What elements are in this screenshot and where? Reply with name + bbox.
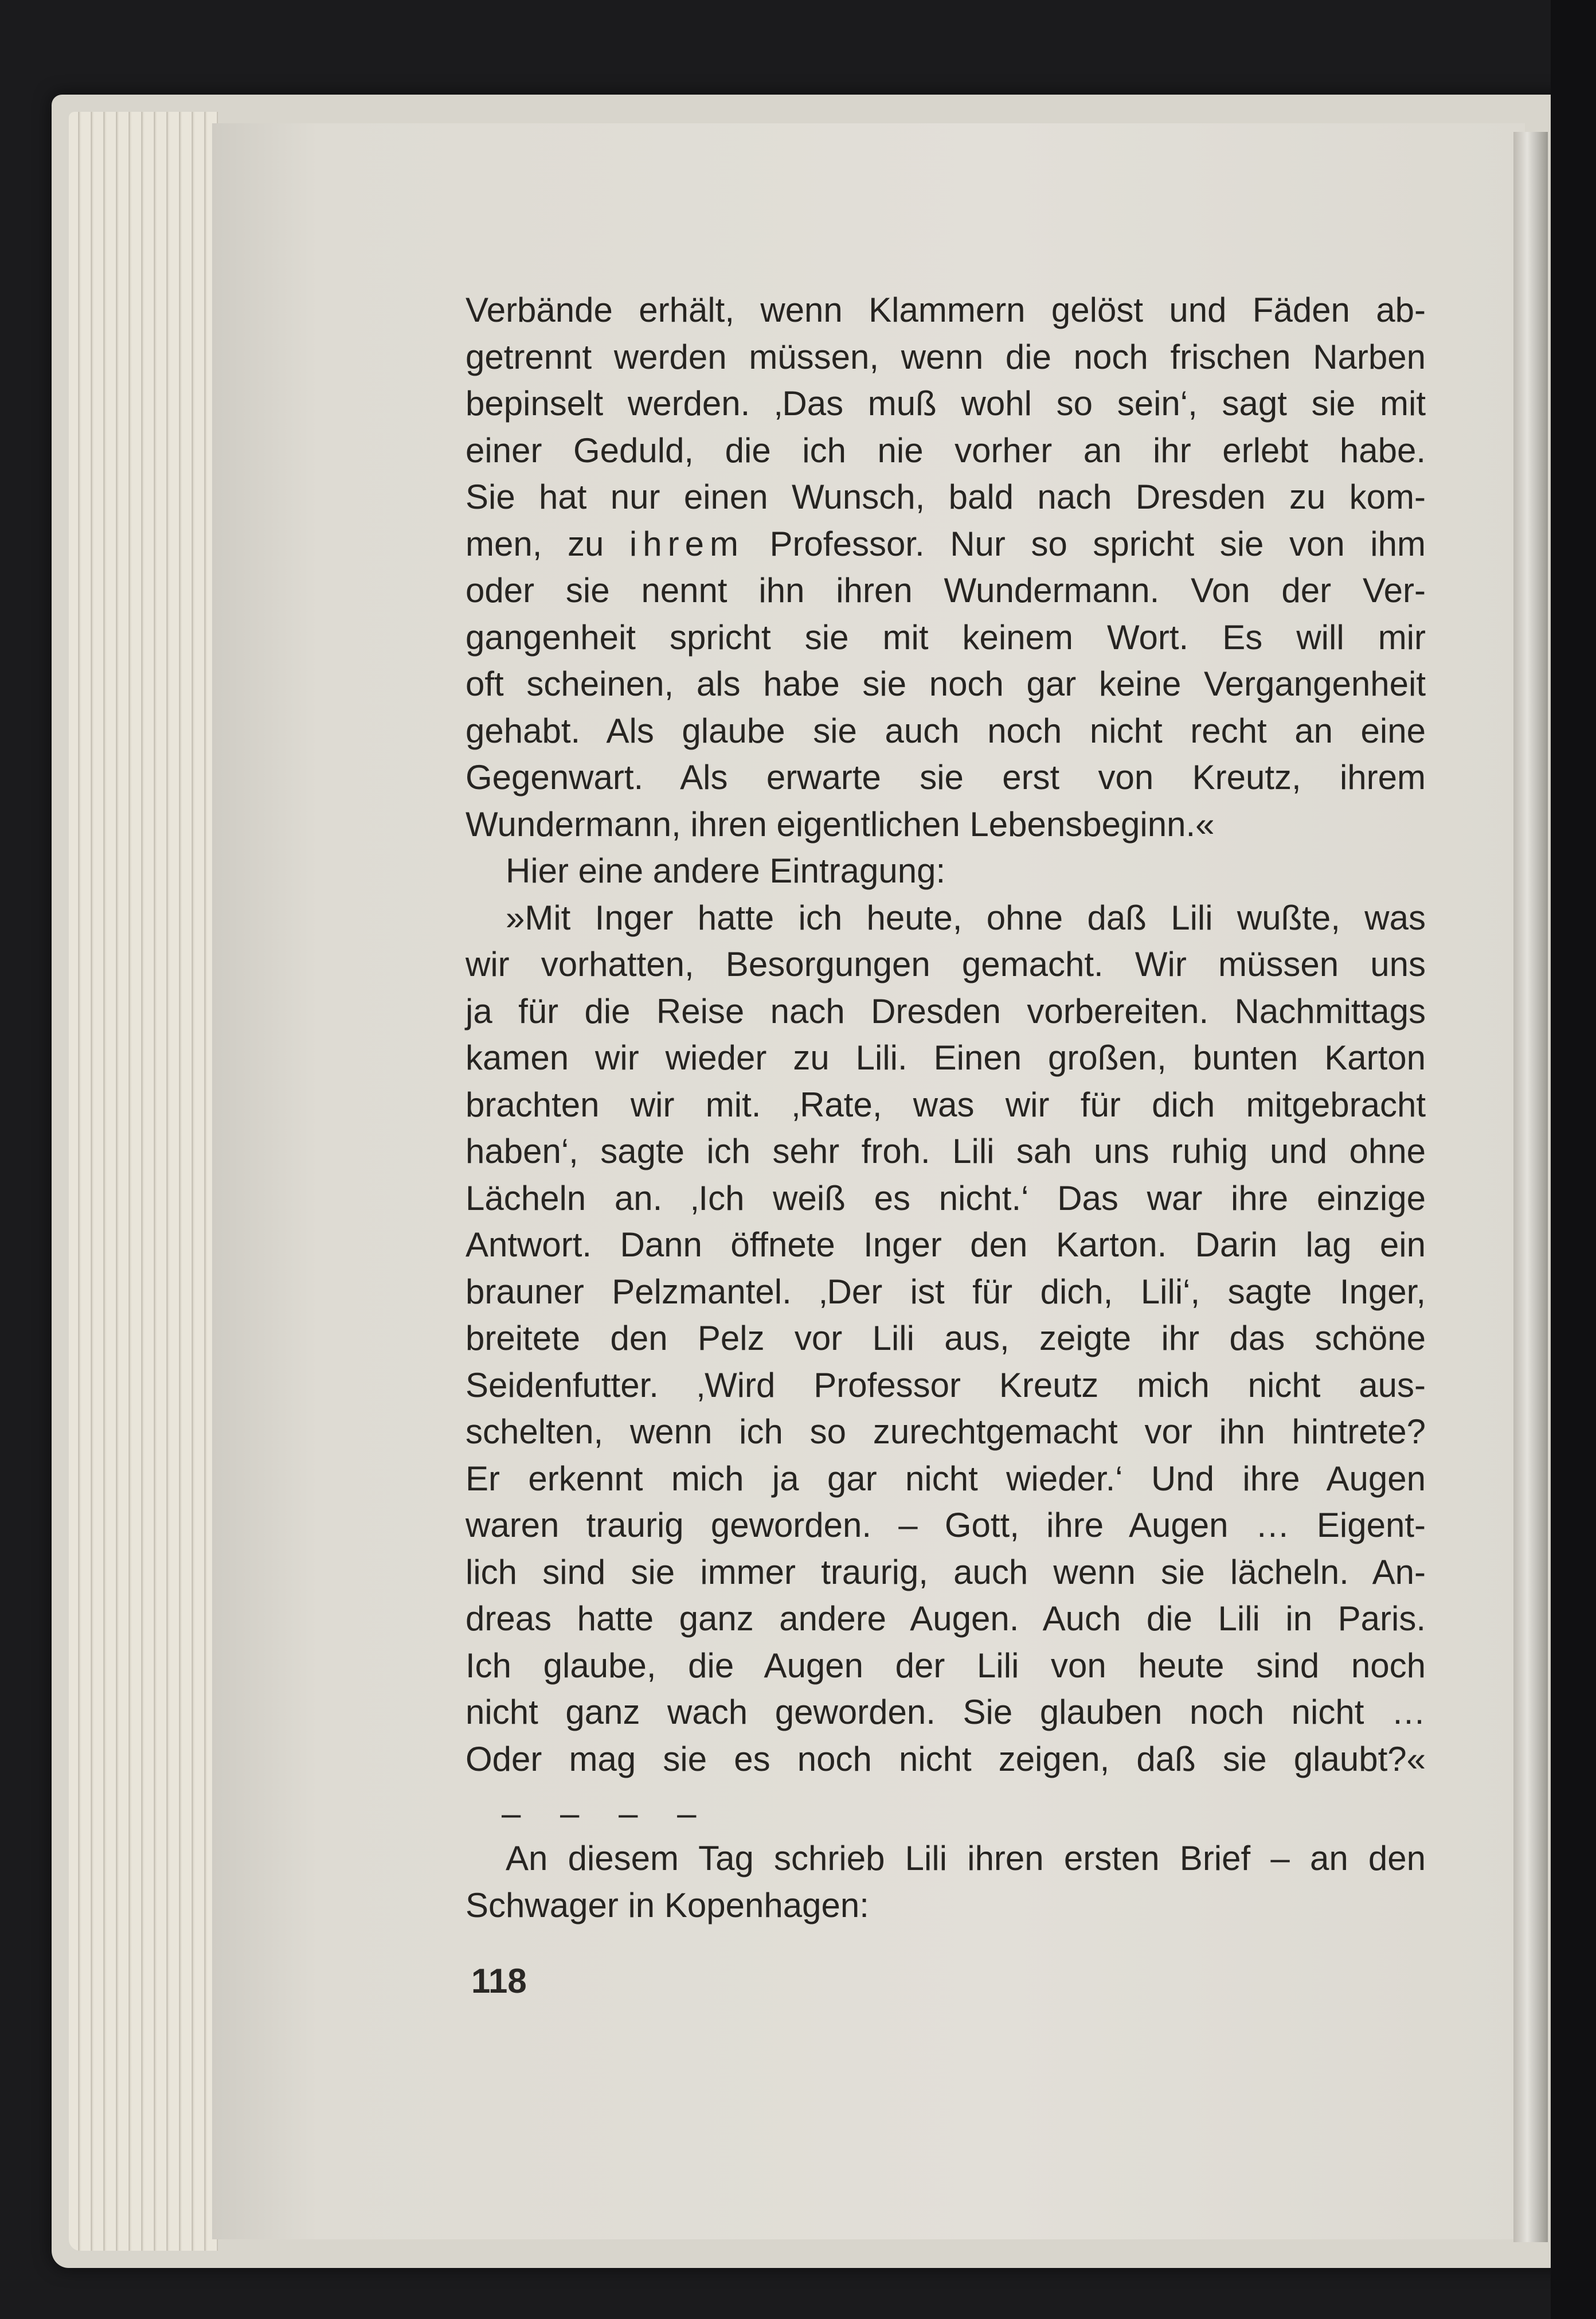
text-line: kamen wir wieder zu Lili. Einen großen, bunten Karton: [466, 1039, 1426, 1077]
text-line: breitete den Pelz vor Lili aus, zeigte ihr das schöne: [466, 1319, 1426, 1357]
text-line: bepinselt werden. ‚Das muß wohl so sein‘, sagt sie mit: [466, 384, 1426, 423]
text-line: schelten, wenn ich so zurechtgemacht vor ihn hintrete?: [466, 1412, 1426, 1451]
text-line: getrennt werden müssen, wenn die noch frischen Narben: [466, 337, 1426, 376]
page-number: 118: [471, 1962, 527, 2000]
text-line: Lächeln an. ‚Ich weiß es nicht.‘ Das war ihre einzige: [466, 1178, 1426, 1217]
text-line: brauner Pelzmantel. ‚Der ist für dich, Lili‘, sagte Inger,: [466, 1272, 1426, 1311]
text-line: Hier eine andere Eintragung:: [506, 852, 946, 890]
facing-page-edge: [1513, 132, 1548, 2242]
text-line: Er erkennt mich ja gar nicht wieder.‘ Und ihre Augen: [466, 1459, 1426, 1498]
section-divider: – – – –: [502, 1794, 711, 1833]
background-edge: [1551, 0, 1596, 2319]
text-line: Schwager in Kopenhagen:: [466, 1885, 869, 1924]
text-line: Oder mag sie es noch nicht zeigen, daß sie glaubt?«: [466, 1739, 1426, 1778]
emphasized-word: ihrem: [629, 524, 744, 563]
text-line: brachten wir mit. ‚Rate, was wir für dich mitgebracht: [466, 1085, 1426, 1124]
text-line-emphasis: [466, 521, 1426, 568]
text-line: oft scheinen, als habe sie noch gar keine Vergangenheit: [466, 665, 1426, 703]
text-line: einer Geduld, die ich nie vorher an ihr erlebt habe.: [466, 431, 1426, 470]
text-line: gangenheit spricht sie mit keinem Wort. Es will mir: [466, 618, 1426, 657]
text-line: dreas hatte ganz andere Augen. Auch die Lili in Paris.: [466, 1599, 1426, 1638]
text-line: lich sind sie immer traurig, auch wenn sie lächeln. An-: [466, 1552, 1426, 1591]
text-line: wir vorhatten, Besorgungen gemacht. Wir müssen uns: [466, 945, 1426, 983]
text-line: ja für die Reise nach Dresden vorbereiten. Nachmittags: [466, 991, 1426, 1030]
text-line: Wundermann, ihren eigentlichen Lebensbeginn.«: [466, 805, 1215, 844]
page-text-continued: [466, 1834, 1426, 1927]
text-line: Antwort. Dann öffnete Inger den Karton. Darin lag ein: [466, 1225, 1426, 1264]
text-line: haben‘, sagte ich sehr froh. Lili sah uns ruhig und ohne: [466, 1132, 1426, 1170]
text-line: Seidenfutter. ‚Wird Professor Kreutz mich nicht aus-: [466, 1365, 1426, 1404]
text-line: Gegenwart. Als erwarte sie erst von Kreutz, ihrem: [466, 758, 1426, 797]
page-text: [466, 287, 1426, 1782]
line-prefix: men, zu: [466, 524, 604, 563]
text-line: waren traurig geworden. – Gott, ihre Augen … Eigent-: [466, 1506, 1426, 1544]
text-line: Ich glaube, die Augen der Lili von heute sind noch: [466, 1646, 1426, 1685]
text-line: Sie hat nur einen Wunsch, bald nach Dresden zu kom-: [466, 478, 1426, 516]
text-line: »Mit Inger hatte ich heute, ohne daß Lili wußte, was: [506, 898, 1426, 937]
text-line: An diesem Tag schrieb Lili ihren ersten Brief – an den: [506, 1839, 1426, 1877]
line-suffix: Professor. Nur so spricht sie von ihm: [769, 524, 1426, 563]
text-line: gehabt. Als glaube sie auch noch nicht recht an eine: [466, 711, 1426, 750]
text-line: nicht ganz wach geworden. Sie glauben noch nicht …: [466, 1693, 1426, 1731]
text-line: Verbände erhält, wenn Klammern gelöst und Fäden ab-: [466, 291, 1426, 329]
page-edges: [69, 112, 218, 2251]
text-line: oder sie nennt ihn ihren Wundermann. Von der Ver-: [466, 571, 1426, 610]
